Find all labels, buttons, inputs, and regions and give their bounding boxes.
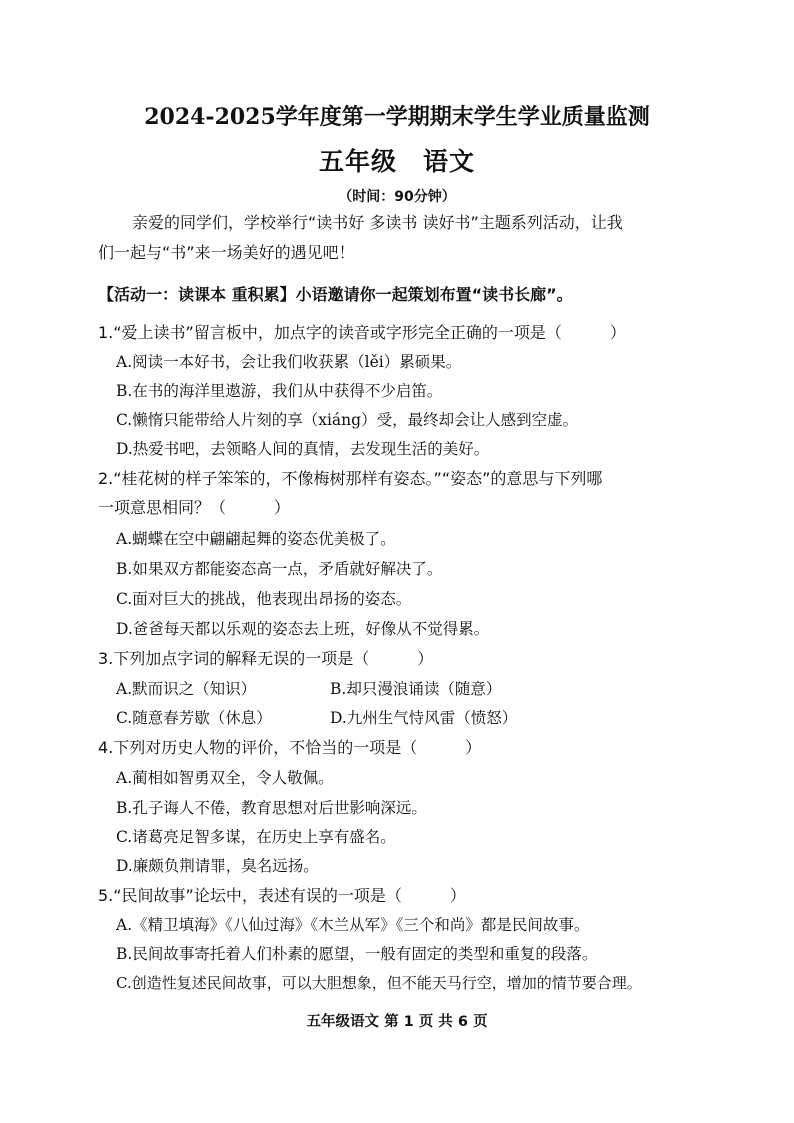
- intro-line-2: 们一起与“书”来一场美好的遇见吧！: [98, 243, 355, 262]
- q3-stem: 3.下列加点字词的解释无误的一项是（ ）: [98, 649, 434, 668]
- q4-stem: 4.下列对历史人物的评价，不恰当的一项是（ ）: [98, 738, 482, 757]
- q5-stem: 5.“民间故事”论坛中，表述有误的一项是（ ）: [98, 886, 466, 905]
- q2-stem-line-2: 一项意思相同？（ ）: [98, 498, 291, 517]
- q5-option-c: C.创造性复述民间故事，可以大胆想象，但不能天马行空，增加的情节要合理。: [116, 974, 642, 992]
- q3-option-a: A.默而识之（知识）: [116, 680, 257, 698]
- intro-line-1: 亲爱的同学们，学校举行“读书好 多读书 读好书”主题系列活动，让我: [132, 213, 623, 232]
- q4-option-c: C.诸葛亮足智多谋，在历史上享有盛名。: [116, 828, 396, 846]
- q2-option-a: A.蝴蝶在空中翩翩起舞的姿态优美极了。: [116, 530, 396, 548]
- page-footer: 五年级语文 第 1 页 共 6 页: [306, 1014, 488, 1030]
- q1-option-c: C.懒惰只能带给人片刻的享（xiáng）受，最终却会让人感到空虚。: [116, 411, 579, 429]
- q4-option-b: B.孔子诲人不倦，教育思想对后世影响深远。: [116, 799, 427, 817]
- exam-time: （时间：90分钟）: [338, 189, 456, 205]
- q3-option-d: D.九州生气恃风雷（愤怒）: [330, 709, 518, 727]
- q4-option-a: A.蔺相如智勇双全，令人敬佩。: [116, 769, 334, 787]
- q2-option-c: C.面对巨大的挑战，他表现出昂扬的姿态。: [116, 590, 412, 608]
- exam-title: 2024-2025学年度第一学期期末学生学业质量监测: [144, 104, 650, 130]
- q2-option-d: D.爸爸每天都以乐观的姿态去上班，好像从不觉得累。: [116, 620, 490, 638]
- q3-option-b: B.却只漫浪诵读（随意）: [330, 680, 502, 698]
- exam-subtitle: 五年级 语文: [318, 147, 475, 176]
- q2-stem-line-1: 2.“桂花树的样子笨笨的，不像梅树那样有姿态。”“姿态”的意思与下列哪: [98, 469, 603, 488]
- q2-option-b: B.如果双方都能姿态高一点，矛盾就好解决了。: [116, 560, 443, 578]
- q1-stem: 1.“爱上读书”留言板中，加点字的读音或字形完全正确的一项是（ ）: [98, 323, 626, 342]
- activity-heading: 【活动一：读课本 重积累】小语邀请你一起策划布置“读书长廊”。: [98, 285, 573, 304]
- q1-option-a: A.阅读一本好书，会让我们收获累（lěi）累硕果。: [116, 353, 462, 371]
- q1-option-d: D.热爱书吧，去领略人间的真情，去发现生活的美好。: [116, 440, 490, 458]
- q1-option-b: B.在书的海洋里遨游，我们从中获得不少启笛。: [116, 382, 443, 400]
- q4-option-d: D.廉颇负荆请罪，臭名远扬。: [116, 857, 319, 875]
- q3-option-c: C.随意春芳歇（休息）: [116, 709, 272, 727]
- q5-option-a: A.《精卫填海》《八仙过海》《木兰从军》《三个和尚》都是民间故事。: [116, 916, 590, 934]
- q5-option-b: B.民间故事寄托着人们朴素的愿望，一般有固定的类型和重复的段落。: [116, 945, 598, 963]
